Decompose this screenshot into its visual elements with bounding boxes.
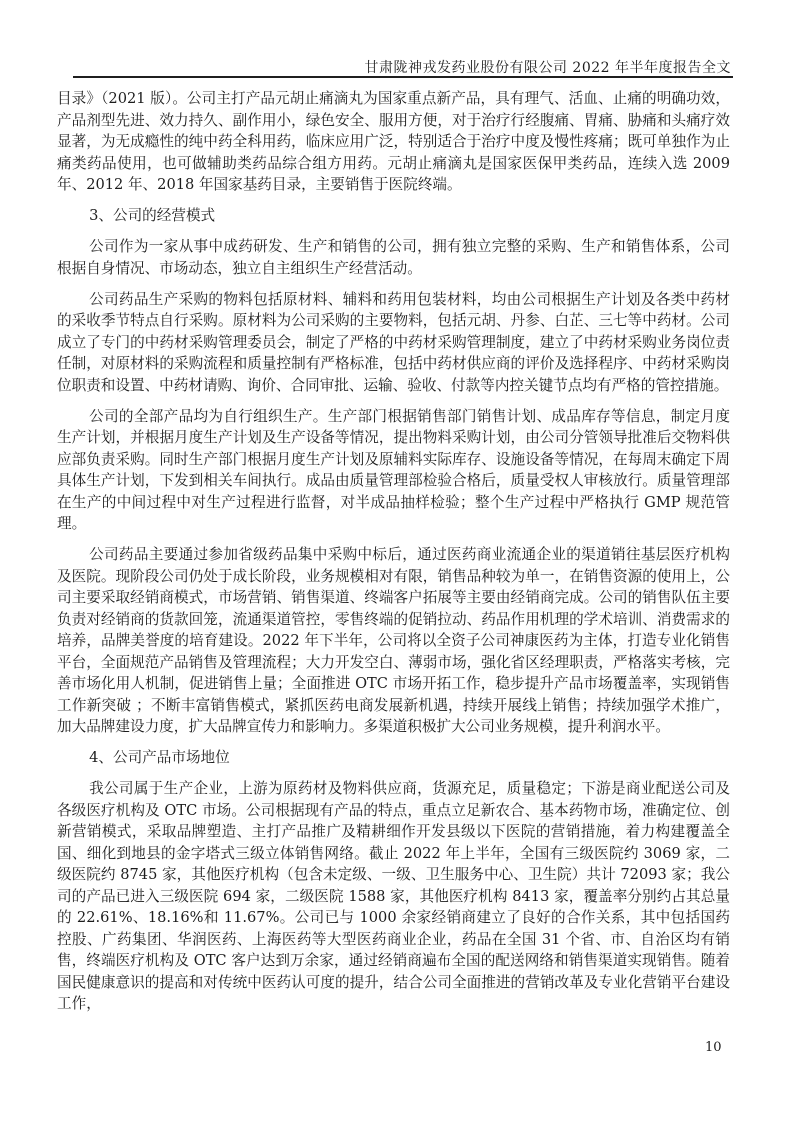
header-rule bbox=[73, 76, 733, 78]
paragraph: 公司作为一家从事中成药研发、生产和销售的公司，拥有独立完整的采购、生产和销售体系，公司根据自身情况、市场动态，独立自主组织生产经营活动。 bbox=[57, 238, 730, 277]
page-number: 10 bbox=[705, 1040, 722, 1055]
document-body bbox=[57, 88, 730, 1024]
paragraph: 公司的全部产品均为自行组织生产。生产部门根据销售部门销售计划、成品库存等信息，制定月度生产计划，并根据月度生产计划及生产设备等情况，提出物料采购计划，由公司分管领导批准后交物料供应部负责采购。同时生产部门根据月度生产计划及原辅料实际库存、设施设备等情况，在每周末确定下周具体生产计划，下发到相关车间执行。成品由质量管理部检验合格后，质量受权人审核放行。质量管理部在生产的中间过程中对生产过程进行监督，对半成品抽样检验；整个生产过程中严格执行 GMP 规范管理。 bbox=[57, 407, 730, 532]
paragraph: 我公司属于生产企业，上游为原药材及物料供应商，货源充足，质量稳定；下游是商业配送公司及各级医疗机构及 OTC 市场。公司根据现有产品的特点，重点立足新农合、基本药物市场，准确定位、创新营销模式，采取品牌塑造、主打产品推广及精耕细作开发县级以下医院的营销措施，着力构建覆盖全国、细化到地县的金字塔式三级立体销售网络。截止 2022 年上半年，全国有三级医院约 3069 家，二级医院约 8745 家，其他医疗机构（包含未定级、一级、卫生服务中心、卫生院）共计 72093 家；我公司的产品已进入三级医院 694 家，二级医院 1588 家，其他医疗机构 8413 家，覆盖率分别约占其总量的 22.61%、18.16%和 11.67%。公司已与 1000 余家经销商建立了良好的合作关系，其中包括国药控股、广药集团、华润医药、上海医药等大型医药商业企业，药品在全国 31 个省、市、自治区均有销售，终端医疗机构及 OTC 客户达到万余家，通过经销商遍布全国的配送网络和销售渠道实现销售。随着国民健康意识的提高和对传统中医药认可度的提升，结合公司全面推进的营销改革及专业化营销平台建设工作， bbox=[57, 780, 730, 1012]
paragraph-continuation: 目录》（2021 版）。公司主打产品元胡止痛滴丸为国家重点新产品，具有理气、活血、止痛的明确功效，产品剂型先进、效力持久、副作用小，绿色安全、服用方便，对于治疗行经腹痛、胃痛、胁痛和头痛疗效显著，为无成瘾性的纯中药全科用药，临床应用广泛，特别适合于治疗中度及慢性疼痛；既可单独作为止痛类药品使用，也可做辅助类药品综合组方用药。元胡止痛滴丸是国家医保甲类药品，连续入选 2009 年、2012 年、2018 年国家基药目录，主要销售于医院终端。 bbox=[57, 90, 730, 193]
running-header-title: 甘肃陇神戎发药业股份有限公司 2022 年半年度报告全文 bbox=[364, 60, 731, 76]
paragraph: 公司药品生产采购的物料包括原材料、辅料和药用包装材料，均由公司根据生产计划及各类中药材的采收季节特点自行采购。原材料为公司采购的主要物料，包括元胡、丹参、白芷、三七等中药材。公司成立了专门的中药材采购管理委员会，制定了严格的中药材采购管理制度，建立了中药材采购业务岗位责任制，对原材料的采购流程和质量控制有严格标准，包括中药材供应商的评价及选择程序、中药材采购岗位职责和设置、中药材请购、询价、合同审批、运输、验收、付款等内控关键节点均有严格的管控措施。 bbox=[57, 290, 730, 394]
paragraph: 公司药品主要通过参加省级药品集中采购中标后，通过医药商业流通企业的渠道销往基层医疗机构及医院。现阶段公司仍处于成长阶段，业务规模相对有限，销售品种较为单一，在销售资源的使用上，公司主要采取经销商模式，市场营销、销售渠道、终端客户拓展等主要由经销商完成。公司的销售队伍主要负责对经销商的货款回笼，流通渠道管控，零售终端的促销拉动、药品作用机理的学术培训、消费需求的培养，品牌美誉度的培育建设。2022 年下半年，公司将以全资子公司神康医药为主体，打造专业化销售平台，全面规范产品销售及管理流程；大力开发空白、薄弱市场，强化省区经理职责，严格落实考核，完善市场化用人机制，促进销售上量；全面推进 OTC 市场开拓工作，稳步提升产品市场覆盖率，实现销售工作新突破 ；不断丰富销售模式，紧抓医药电商发展新机遇，持续开展线上销售；持续加强学术推广，加大品牌建设力度，扩大品牌宣传力和影响力。多渠道积极扩大公司业务规模，提升利润水平。 bbox=[57, 546, 730, 735]
section-heading-3: 3、公司的经营模式 bbox=[89, 207, 216, 224]
section-heading-4: 4、公司产品市场地位 bbox=[89, 749, 230, 766]
